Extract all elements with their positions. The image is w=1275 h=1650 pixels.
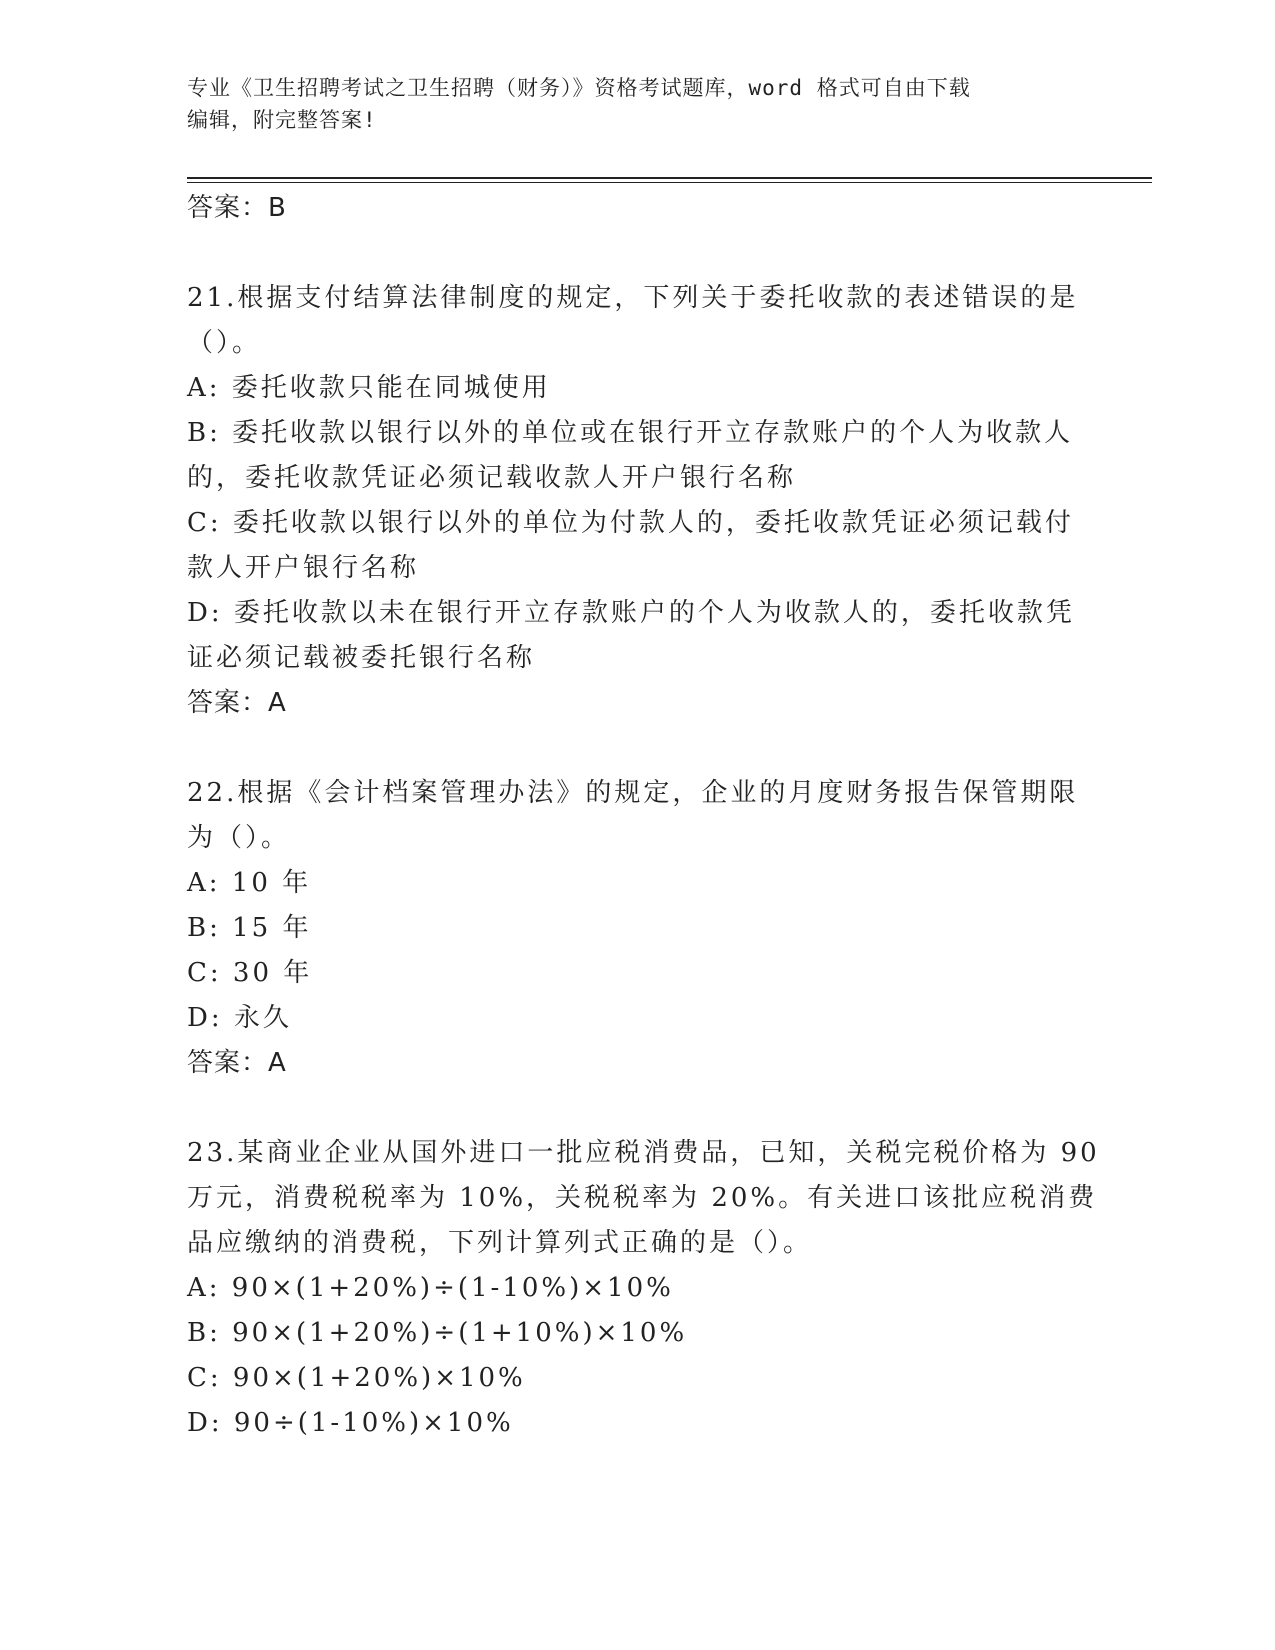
question-22-option-c: C: 30 年 [187,958,313,988]
question-21-option-b-line-2: 的，委托收款凭证必须记载收款人开户银行名称 [187,463,797,493]
question-21-stem-line-2: （）。 [187,328,262,358]
question-21-option-c-line-2: 款人开户银行名称 [187,553,420,583]
question-22-stem-line-1: 22.根据《会计档案管理办法》的规定，企业的月度财务报告保管期限 [187,778,1079,808]
question-22-stem-line-2: 为（）。 [187,823,291,853]
question-21-option-b-line-1: B: 委托收款以银行以外的单位或在银行开立存款账户的个人为收款人 [187,418,1074,448]
document-header [187,72,1087,136]
question-21-stem-line-1: 21.根据支付结算法律制度的规定，下列关于委托收款的表述错误的是 [187,283,1079,313]
question-21-option-d-line-2: 证必须记载被委托银行名称 [187,643,536,673]
question-22-option-d: D: 永久 [187,1003,292,1033]
question-22-option-a: A: 10 年 [187,868,312,898]
previous-answer: 答案：B [187,193,287,223]
question-23-stem-line-3: 品应缴纳的消费税，下列计算列式正确的是（）。 [187,1228,813,1258]
header-divider-top [187,177,1152,179]
question-22-option-b: B: 15 年 [187,913,312,943]
question-23-option-b: B: 90×(1+20%)÷(1+10%)×10% [187,1318,688,1348]
question-23-option-c: C: 90×(1+20%)×10% [187,1363,526,1393]
header-line-2: 编辑，附完整答案! [187,108,377,132]
question-21-answer: 答案：A [187,688,287,718]
question-23-stem-line-2: 万元，消费税税率为 10%，关税税率为 20%。有关进口该批应税消费 [187,1183,1098,1213]
question-22-answer: 答案：A [187,1048,287,1078]
question-23-stem-line-1: 23.某商业企业从国外进口一批应税消费品，已知，关税完税价格为 90 [187,1138,1100,1168]
question-23-option-a: A: 90×(1+20%)÷(1-10%)×10% [187,1273,674,1303]
question-21-option-a: A: 委托收款只能在同城使用 [187,373,551,403]
header-divider-bottom [187,182,1152,183]
question-23-option-d: D: 90÷(1-10%)×10% [187,1408,514,1438]
question-21-option-c-line-1: C: 委托收款以银行以外的单位为付款人的，委托收款凭证必须记载付 [187,508,1074,538]
question-21-option-d-line-1: D: 委托收款以未在银行开立存款账户的个人为收款人的，委托收款凭 [187,598,1075,628]
header-line-1: 专业《卫生招聘考试之卫生招聘（财务）》资格考试题库，word 格式可自由下载 [187,76,971,100]
